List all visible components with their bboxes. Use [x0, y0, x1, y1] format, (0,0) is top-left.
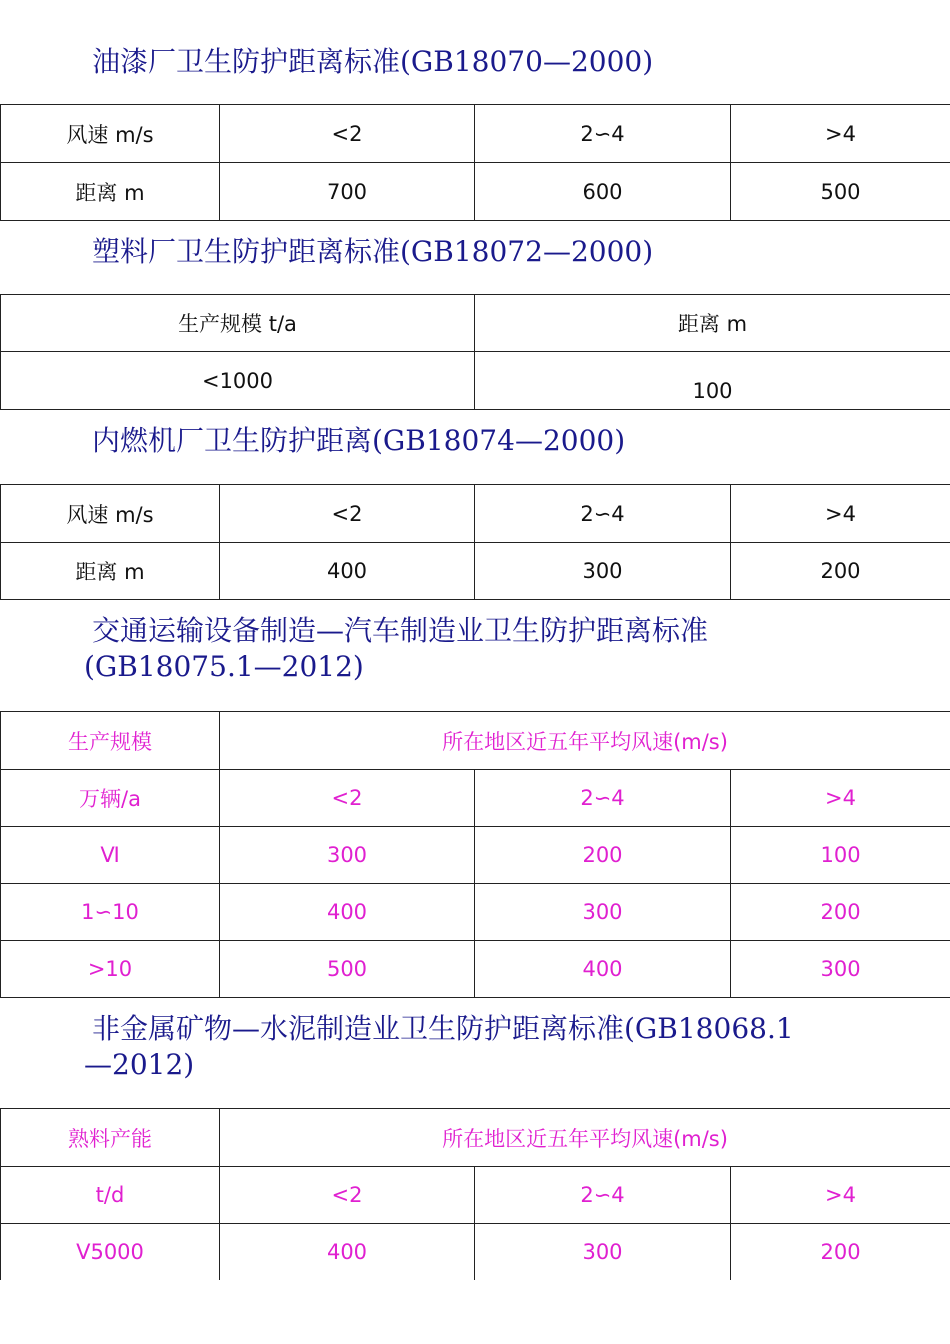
table-cell: 100 [475, 352, 950, 410]
table-cell: 300 [475, 543, 731, 600]
table-header-cell: 所在地区近五年平均风速(m/s) [220, 1109, 950, 1167]
table-cell: >10 [1, 941, 220, 998]
table-cell: t/d [1, 1167, 220, 1224]
table-cell: 生产规模 t/a [1, 295, 475, 352]
table-cell: Ⅵ [1, 827, 220, 884]
table-header-cell: 熟料产能 [1, 1109, 220, 1167]
table-cement-manufacturing [0, 1108, 950, 1280]
table-cell: 500 [731, 163, 950, 221]
table-cell: <2 [220, 1167, 475, 1224]
table-row [1, 1224, 950, 1280]
table-row [1, 543, 950, 600]
table-cell: <2 [220, 485, 475, 543]
heading-line: 交通运输设备制造—汽车制造业卫生防护距离标准 [92, 614, 709, 647]
table-cell: 400 [475, 941, 731, 998]
table-cell: 300 [731, 941, 950, 998]
table-plastics-factory [0, 294, 950, 410]
table-header-row [1, 1109, 950, 1167]
heading-line: 非金属矿物—水泥制造业卫生防护距离标准(GB18068.1 [92, 1012, 794, 1045]
table-cell: 300 [220, 827, 475, 884]
table-row [1, 163, 950, 221]
table-cell: 300 [475, 1224, 731, 1280]
table-cell: >4 [731, 1167, 950, 1224]
table-row [1, 352, 950, 410]
table-cell: 距离 m [1, 163, 220, 221]
table-cell: 300 [475, 884, 731, 941]
table-cell: 距离 m [475, 295, 950, 352]
table-cell: 500 [220, 941, 475, 998]
table-cell: 万辆/a [1, 770, 220, 827]
table-row [1, 295, 950, 352]
section-heading-cement-manufacturing [84, 1011, 932, 1083]
section-heading-paint-factory: 油漆厂卫生防护距离标准(GB18070—2000) [92, 45, 654, 78]
section-heading-automobile-manufacturing [84, 613, 932, 685]
table-cell: 风速 m/s [1, 105, 220, 163]
table-cell: 2∽4 [475, 105, 731, 163]
table-header-row [1, 712, 950, 770]
table-header-cell: 生产规模 [1, 712, 220, 770]
table-cell: 200 [731, 1224, 950, 1280]
table-automobile-manufacturing [0, 711, 950, 998]
table-cell: 风速 m/s [1, 485, 220, 543]
table-cell: >4 [731, 770, 950, 827]
heading-line: —2012) [84, 1048, 195, 1081]
table-cell: 600 [475, 163, 731, 221]
section-heading-combustion-engine-factory: 内燃机厂卫生防护距离(GB18074—2000) [92, 424, 626, 457]
table-cell: >4 [731, 485, 950, 543]
table-cell: <2 [220, 770, 475, 827]
table-cell: <1000 [1, 352, 475, 410]
table-cell: 400 [220, 543, 475, 600]
table-header-cell: 所在地区近五年平均风速(m/s) [220, 712, 950, 770]
table-cell: 400 [220, 1224, 475, 1280]
table-cell: 1∽10 [1, 884, 220, 941]
table-row [1, 884, 950, 941]
table-cell: 2∽4 [475, 770, 731, 827]
table-cell: 2∽4 [475, 485, 731, 543]
table-row [1, 1167, 950, 1224]
section-heading-plastics-factory: 塑料厂卫生防护距离标准(GB18072—2000) [92, 235, 654, 268]
table-combustion-engine-factory [0, 484, 950, 600]
table-cell: 400 [220, 884, 475, 941]
table-cell: 200 [731, 884, 950, 941]
table-cell: 2∽4 [475, 1167, 731, 1224]
table-cell: V5000 [1, 1224, 220, 1280]
table-cell: 200 [475, 827, 731, 884]
table-row [1, 105, 950, 163]
table-cell: <2 [220, 105, 475, 163]
table-cell: 100 [731, 827, 950, 884]
table-cell: 200 [731, 543, 950, 600]
table-row [1, 770, 950, 827]
table-paint-factory [0, 104, 950, 221]
table-row [1, 827, 950, 884]
table-cell: 700 [220, 163, 475, 221]
table-cell: 距离 m [1, 543, 220, 600]
table-row [1, 941, 950, 998]
heading-line: (GB18075.1—2012) [84, 650, 364, 683]
table-cell: >4 [731, 105, 950, 163]
table-row [1, 485, 950, 543]
